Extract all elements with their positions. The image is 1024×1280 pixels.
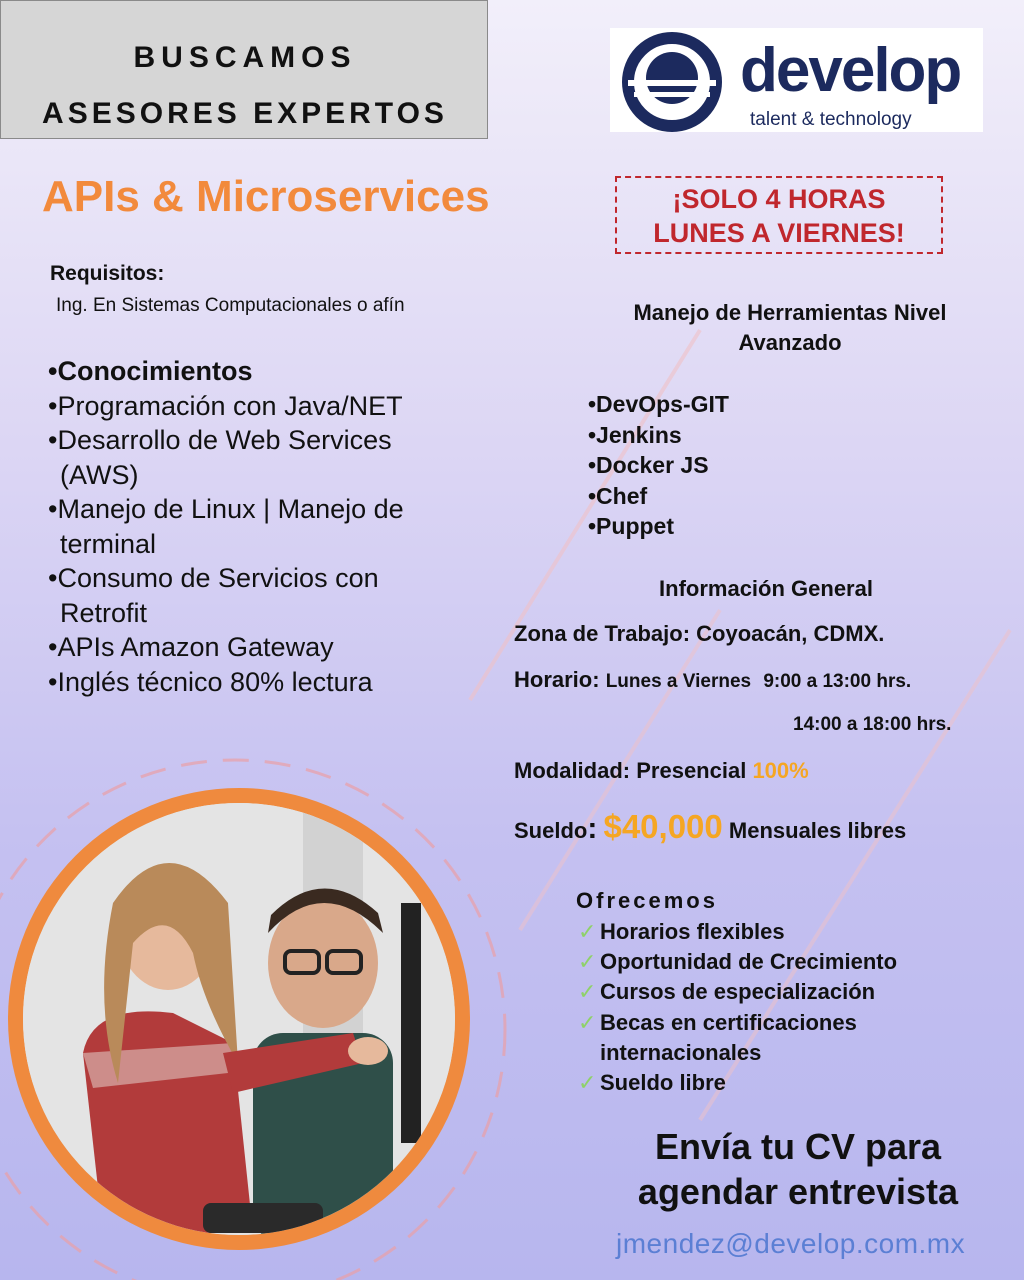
- modality-label: Modalidad:: [514, 758, 631, 783]
- hours-line-2: LUNES A VIERNES!: [653, 218, 905, 248]
- schedule: [514, 667, 911, 693]
- people-at-computer-illustration: [23, 803, 455, 1235]
- cta-line-1: Envía tu CV para: [654, 1126, 942, 1167]
- contact-email[interactable]: jmendez@develop.com.mx: [616, 1228, 966, 1259]
- header-line-2: ASESORES EXPERTOS: [42, 97, 448, 130]
- work-zone-label: Zona de Trabajo:: [514, 621, 691, 646]
- call-to-action: [600, 1124, 996, 1214]
- list-item: •Manejo de Linux | Manejo de terminal: [48, 494, 404, 559]
- logo-tagline: talent & technology: [750, 109, 912, 130]
- schedule-label: Horario:: [514, 667, 600, 692]
- requirements-text: Ing. En Sistemas Computacionales o afín: [56, 295, 405, 316]
- offer-text: Becas en certificaciones internacionales: [600, 1009, 857, 1065]
- list-item: •APIs Amazon Gateway: [48, 632, 334, 662]
- list-item: •Programación con Java/NET: [48, 390, 403, 421]
- check-icon: ✓: [578, 919, 597, 944]
- knowledge-list: [48, 354, 468, 699]
- header-line-1: BUSCAMOS: [133, 41, 357, 74]
- list-item: [578, 977, 978, 1007]
- cta-line-2: agendar entrevista: [637, 1171, 959, 1212]
- check-icon: ✓: [578, 979, 597, 1005]
- list-item: [578, 917, 978, 947]
- modality: [514, 758, 809, 784]
- requirements-label: Requisitos:: [50, 262, 165, 285]
- modality-percent: 100%: [752, 758, 809, 783]
- list-item: •Inglés técnico 80% lectura: [48, 666, 373, 697]
- hours-banner: [615, 176, 943, 254]
- photo-frame: [8, 788, 470, 1250]
- list-item: •Consumo de Servicios con Retrofit: [48, 563, 379, 628]
- tools-title: Manejo de Herramientas Nivel Avanzado: [633, 300, 947, 355]
- salary-colon: :: [587, 812, 598, 845]
- list-item: •DevOps-GIT: [588, 391, 729, 417]
- list-item: [578, 1068, 978, 1098]
- list-item: •Chef: [588, 482, 648, 509]
- offers-title: Ofrecemos: [576, 888, 718, 913]
- knowledge-heading: •Conocimientos: [48, 356, 253, 386]
- check-icon: ✓: [578, 949, 597, 975]
- schedule-slot-1: 9:00 a 13:00 hrs.: [763, 671, 912, 692]
- list-item: •Puppet: [588, 513, 674, 539]
- info-title: Información General: [659, 576, 873, 601]
- check-icon: ✓: [578, 1070, 597, 1096]
- list-item: •Docker JS: [588, 452, 709, 478]
- develop-logo: [610, 28, 983, 132]
- list-item: [578, 947, 978, 977]
- logo-wordmark: develop: [740, 36, 961, 105]
- logo-swirl-icon: [610, 28, 734, 132]
- hours-line-1: ¡SOLO 4 HORAS: [672, 184, 886, 214]
- job-title: APIs & Microservices: [42, 172, 490, 221]
- tools-list: [588, 389, 729, 542]
- salary: [514, 808, 906, 846]
- list-item: •Jenkins: [588, 421, 682, 448]
- list-item: •Desarrollo de Web Services (AWS): [48, 425, 392, 490]
- offer-text: Oportunidad de Crecimiento: [600, 949, 898, 975]
- salary-note: Mensuales libres: [728, 818, 907, 843]
- offer-text: Sueldo libre: [600, 1070, 726, 1096]
- offer-text: Cursos de especialización: [600, 979, 876, 1005]
- offer-text: Horarios flexibles: [600, 919, 785, 944]
- header-banner: [0, 0, 488, 139]
- schedule-slot-2: 14:00 a 18:00 hrs.: [793, 714, 952, 735]
- schedule-days: Lunes a Viernes: [605, 671, 752, 692]
- team-photo: [23, 803, 455, 1235]
- list-item: [578, 1008, 978, 1068]
- salary-label: Sueldo: [514, 818, 588, 843]
- modality-value: Presencial: [636, 758, 747, 783]
- work-zone-value: Coyoacán, CDMX.: [696, 621, 885, 646]
- offers-list: [578, 917, 978, 1098]
- work-zone: [514, 621, 884, 647]
- check-icon: ✓: [578, 1009, 597, 1035]
- salary-amount: $40,000: [603, 808, 723, 845]
